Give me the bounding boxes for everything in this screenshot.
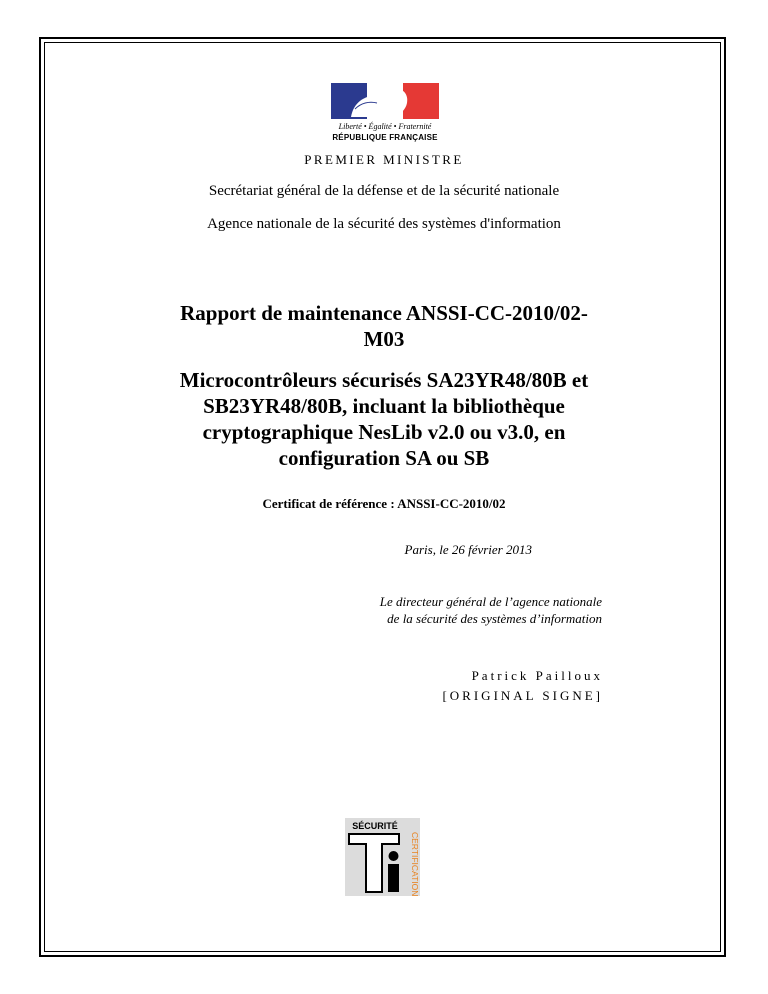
- product-title: [0, 367, 768, 471]
- svg-text:SÉCURITÉ: SÉCURITÉ: [352, 821, 398, 831]
- report-title-line: M03: [363, 327, 405, 351]
- ministry-heading: PREMIER MINISTRE: [304, 152, 464, 167]
- report-title: [0, 300, 768, 352]
- signatory-role-line: Le directeur général de l’agence nationale: [379, 594, 602, 609]
- security-certification-icon: [345, 818, 420, 896]
- signatory-name: Patrick Pailloux: [471, 668, 603, 683]
- republic-name: RÉPUBLIQUE FRANÇAISE: [332, 133, 438, 142]
- signatory-role: [250, 593, 602, 627]
- product-title-line: Microcontrôleurs sécurisés SA23YR48/80B et: [179, 368, 589, 392]
- marianne-logo: [331, 83, 439, 145]
- signatory-role-line: de la sécurité des systèmes d’information: [387, 611, 602, 626]
- marianne-flag-icon: [331, 83, 439, 119]
- secretariat-heading: Secrétariat général de la défense et de la sécurité nationale: [208, 183, 560, 199]
- certificate-reference: Certificat de référence : ANSSI-CC-2010/02: [262, 496, 506, 511]
- agency-heading: Agence nationale de la sécurité des systèmes d'information: [207, 216, 561, 232]
- certification-logo: [345, 818, 420, 896]
- republic-motto: Liberté • Égalité • Fraternité: [338, 122, 432, 131]
- svg-text:CERTIFICATION: CERTIFICATION: [410, 832, 420, 896]
- product-title-line: cryptographique NesLib v2.0 ou v3.0, en: [202, 420, 566, 444]
- product-title-line: configuration SA ou SB: [278, 446, 490, 470]
- signature-date: Paris, le 26 février 2013: [404, 542, 532, 557]
- product-title-line: SB23YR48/80B, incluant la bibliothèque: [203, 394, 565, 418]
- original-signed-mark: [ORIGINAL SIGNE]: [442, 688, 603, 703]
- report-title-line: Rapport de maintenance ANSSI-CC-2010/02-: [180, 301, 588, 325]
